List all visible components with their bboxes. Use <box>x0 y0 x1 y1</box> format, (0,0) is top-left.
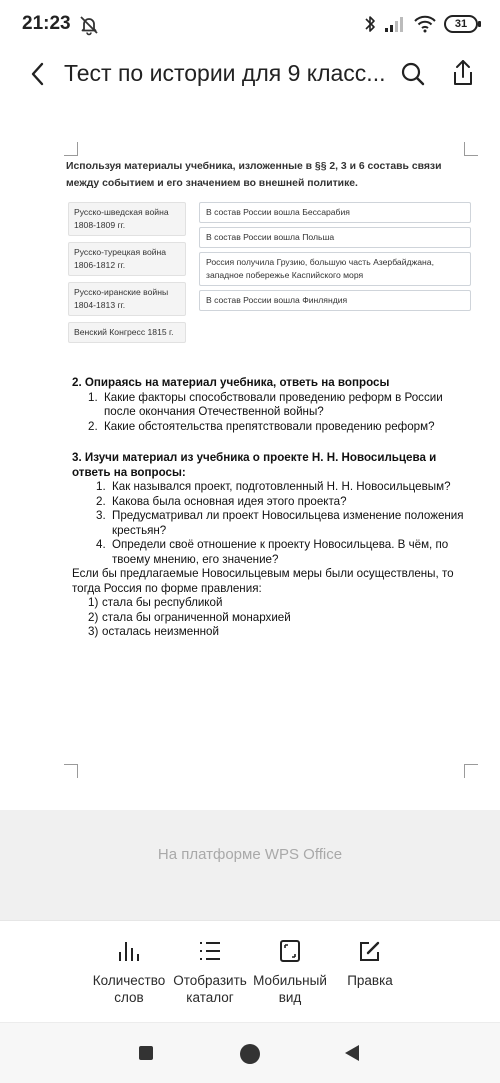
document-text <box>72 376 472 640</box>
list-item: 4. Определи своё отношение к проекту Новосильцева. В чём, по твоему мнению, его значение? <box>96 538 449 566</box>
app-bar <box>0 50 500 98</box>
bar-chart-icon <box>117 939 141 963</box>
result-column <box>199 202 471 315</box>
word-count-button[interactable] <box>88 939 170 1006</box>
word-count-label: слов <box>114 990 144 1005</box>
answer-option: 3) осталась неизменной <box>88 625 219 638</box>
show-toc-button[interactable] <box>170 939 250 1006</box>
section-3-heading: 3. Изучи материал из учебника о проекте Н. Н. Новосильцева и ответь на вопросы: <box>72 451 437 479</box>
edit-button[interactable] <box>338 939 402 989</box>
wifi-icon <box>414 15 436 33</box>
event-item: Русско-шведская война 1808-1809 гг. <box>68 202 186 236</box>
embedded-task-image <box>66 158 474 346</box>
section-3-list <box>96 480 472 567</box>
list-item: 2. Какие обстоятельства препятствовали проведению реформ? <box>88 419 435 433</box>
page-corner-mark <box>464 142 478 156</box>
home-icon[interactable] <box>238 1042 262 1066</box>
status-time: 21:23 <box>22 13 71 34</box>
back-triangle-icon[interactable] <box>343 1043 361 1063</box>
status-bar <box>0 0 500 48</box>
result-item: В состав России вошла Финляндия <box>199 290 471 311</box>
list-item: 3. Предусматривал ли проект Новосильцева изменение положения крестьян? <box>96 509 464 537</box>
mobile-view-button[interactable] <box>250 939 330 1006</box>
edit-pen-icon <box>358 939 382 963</box>
bluetooth-icon <box>364 14 376 34</box>
event-column <box>68 202 186 349</box>
bell-muted-icon <box>78 14 100 36</box>
event-item: Венский Конгресс 1815 г. <box>68 322 186 343</box>
page-corner-mark <box>64 764 78 778</box>
share-icon[interactable] <box>450 58 476 88</box>
back-arrow-icon[interactable] <box>26 60 50 88</box>
answer-option: 2) стала бы ограниченной монархией <box>88 610 291 624</box>
document-title: Тест по истории для 9 класс... <box>64 60 386 86</box>
list-item: 1. Какие факторы способствовали проведению реформ в России после окончания Отечественной войны? <box>88 390 443 418</box>
word-count-label: Количество <box>92 973 166 988</box>
result-item: Россия получила Грузию, большую часть Азербайджана, западное побережье Каспийского моря <box>199 252 471 286</box>
toc-label: Отобразить <box>173 973 247 988</box>
battery-indicator: 31 <box>444 15 478 33</box>
search-icon[interactable] <box>400 60 426 88</box>
task-instruction: Используя материалы учебника, изложенные в §§ 2, 3 и 6 составь связи между событием и его значением во внешней политике. <box>66 161 442 189</box>
edit-label: Правка <box>347 973 393 988</box>
document-footer-area <box>0 810 500 920</box>
mobile-view-label: Мобильный <box>253 973 327 988</box>
fullscreen-frame-icon <box>278 939 302 963</box>
section-2-list <box>88 391 472 435</box>
status-icons <box>364 12 478 36</box>
result-item: В состав России вошла Бессарабия <box>199 202 471 223</box>
event-item: Русско-турецкая война 1806-1812 гг. <box>68 242 186 276</box>
answer-option: 1) стала бы республикой <box>88 596 223 609</box>
document-page[interactable] <box>0 104 500 810</box>
page-corner-mark <box>64 142 78 156</box>
system-nav-bar <box>0 1022 500 1083</box>
list-icon <box>198 939 222 963</box>
signal-icon <box>384 15 406 33</box>
recent-apps-icon[interactable] <box>138 1045 154 1061</box>
toc-label: каталог <box>186 990 234 1005</box>
page-corner-mark <box>464 764 478 778</box>
result-item: В состав России вошла Польша <box>199 227 471 248</box>
section-2-heading: 2. Опираясь на материал учебника, ответь на вопросы <box>72 376 390 389</box>
list-item: 2. Какова была основная идея этого проекта? <box>96 494 347 508</box>
platform-note: На платформе WPS Office <box>157 846 343 863</box>
list-item: 1. Как назывался проект, подготовленный Н. Н. Новосильцевым? <box>96 480 451 493</box>
answer-options <box>88 596 472 640</box>
section-3-question: Если бы предлагаемые Новосильцевым меры были осуществлены, то тогда Россия по форме правления: <box>72 567 454 595</box>
event-item: Русско-иранские войны 1804-1813 гг. <box>68 282 186 316</box>
mobile-view-label: вид <box>278 990 302 1005</box>
bottom-toolbar <box>0 920 500 1022</box>
